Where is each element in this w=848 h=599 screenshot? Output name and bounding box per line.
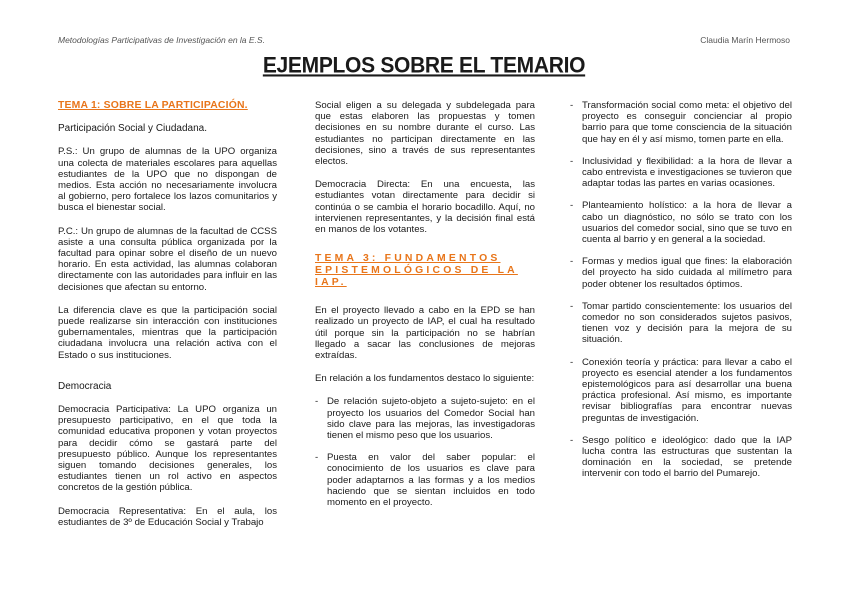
- header-course-title: Metodologías Participativas de Investigación en la E.S.: [58, 35, 265, 45]
- paragraph-democracia-participativa: Democracia Participativa: La UPO organiza un presupuesto participativo, en el que toda la comunidad educativa proponen y votan proyectos para decidir cómo se gastará parte del presupuesto público. Aunque los representantes siguen tomando decisiones generales, los estudiantes tienen un rol activo en aspectos concretos de la gestión pública.: [58, 404, 277, 494]
- fundamentos-list-continued: [570, 100, 792, 480]
- list-item: - Puesta en valor del saber popular: el conocimiento de los usuarios es clave para poder adaptarnos a las formas y a los medios haciendo que se sientan incluidos en todo momento en el proyecto.: [315, 452, 535, 508]
- column-2: [315, 100, 535, 519]
- subheading-democracia: Democracia: [58, 380, 112, 392]
- paragraph-proyecto-epd: En el proyecto llevado a cabo en la EPD se han realizado un proyecto de IAP, el cual ha resultado útil porque sin la participación no se habrían llegado a sacar las conclusiones de mejoras extraídas.: [315, 305, 535, 362]
- list-item: - Tomar partido conscientemente: los usuarios del comedor no son considerados sujetos pasivos, tienen voz y decisión para la mejora de su situación.: [570, 301, 792, 346]
- list-item: - Formas y medios igual que fines: la elaboración del proyecto ha sido cuidada al milímetro para poder obtener los resultados óptimos.: [570, 256, 792, 290]
- paragraph-representativa-cont: Social eligen a su delegada y subdelegada para que estas elaboren las propuestas y tomen decisiones en su nombre durante el curso. Las estudiantes no participan directamente en las decisiones, sino a través de sus representantes electos.: [315, 100, 535, 168]
- paragraph-democracia-representativa: Democracia Representativa: En el aula, los estudiantes de 3º de Educación Social y Trabajo: [58, 505, 277, 528]
- list-item: - De relación sujeto-objeto a sujeto-sujeto: en el proyecto los usuarios del Comedor Social han sido clave para las mejoras, las investigadoras tienen el mismo peso que los usuarios.: [315, 396, 535, 441]
- list-item: - Planteamiento holístico: a la hora de llevar a cabo un diagnóstico, no sólo se trato con los usuarios del comedor social, sino que se tuvo en cuenta al barrio y en general a la sociedad.: [570, 200, 792, 245]
- column-3: [570, 100, 792, 491]
- paragraph-ps: P.S.: Un grupo de alumnas de la UPO organiza una colecta de materiales escolares para aquellas estudiantes de la UPO que no dispongan de medios. Esta acción no necesariamente involucra al gobierno, pero fortalece los lazos comunitarios y busca el bienestar social.: [58, 146, 277, 214]
- fundamentos-list: [315, 396, 535, 508]
- list-item: - Inclusividad y flexibilidad: a la hora de llevar a cabo entrevista e investigaciones se tuvieron que adaptar todas las partes en varias ocasiones.: [570, 156, 792, 190]
- paragraph-democracia-directa: Democracia Directa: En una encuesta, las estudiantes votan directamente para decidir si continúa o se cambia el horario bocadillo. Aquí, no intervienen representantes, y la decisión final está en manos de los votantes.: [315, 179, 535, 236]
- section-heading-tema-3: TEMA 3: FUNDAMENTOS EPISTEMOLÓGICOS DE LA IAP.: [315, 253, 518, 289]
- paragraph-fundamentos-intro: En relación a los fundamentos destaco lo siguiente:: [315, 373, 535, 385]
- page-title: EJEMPLOS SOBRE EL TEMARIO: [262, 53, 586, 78]
- list-item: - Transformación social como meta: el objetivo del proyecto es conseguir concienciar al propio barrio para que tome consciencia de la situación que hay en él y así mismo, tomen parte en ella.: [570, 100, 792, 145]
- column-1: [58, 100, 277, 540]
- list-item: - Sesgo político e ideológico: dado que la IAP lucha contra las estructuras que sustentan la dominación en la sociedad, se pretende intervenir con todo el barrio del Pumarejo.: [570, 435, 792, 480]
- list-item: - Conexión teoría y práctica: para llevar a cabo el proyecto es esencial atender a los fundamentos epistemológicos para así desarrollar una buena práctica profesional. Así mismo, es importante revisar bibliografías para encontrar nuevas preguntas de investigación.: [570, 357, 792, 424]
- subheading-participacion: Participación Social y Ciudadana.: [58, 123, 207, 135]
- header-author: Claudia Marín Hermoso: [700, 35, 790, 45]
- paragraph-diferencia: La diferencia clave es que la participación social puede realizarse sin interacción con instituciones gubernamentales, mientras que la participación ciudadana involucra una relación activa con el Estado o sus instituciones.: [58, 304, 277, 361]
- section-heading-tema-1: TEMA 1: SOBRE LA PARTICIPACIÓN.: [58, 100, 248, 111]
- paragraph-pc: P.C.: Un grupo de alumnas de la facultad de CCSS asiste a una consulta pública organizada por la facultad para opinar sobre el diseño de un nuevo horario. En esta actividad, las alumnas colaboran directamente con las autoridades para influir en las decisiones que afectan su entorno.: [58, 225, 277, 293]
